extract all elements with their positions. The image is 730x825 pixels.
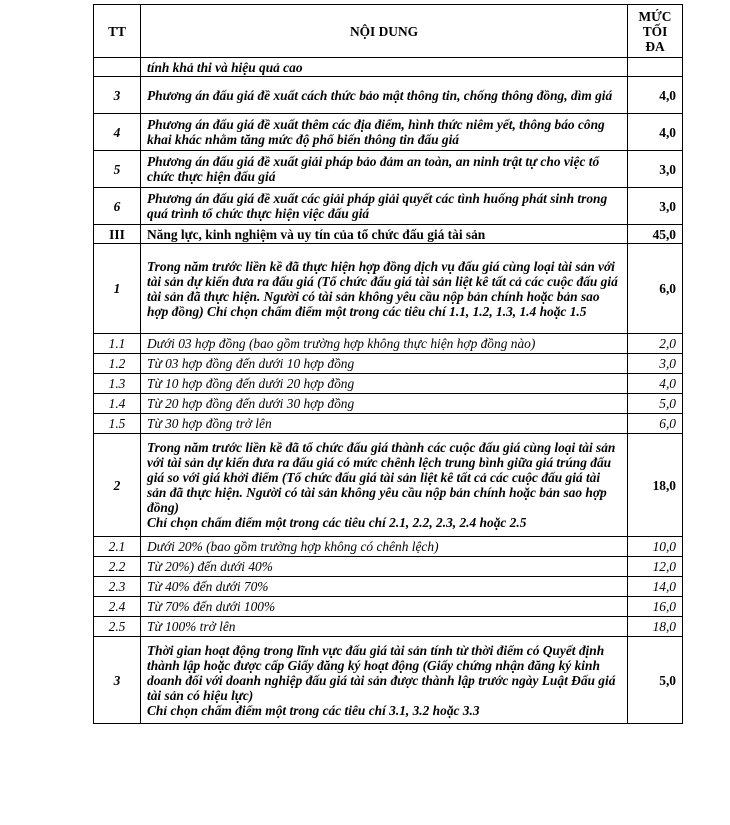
row-score: 10,0: [628, 537, 683, 557]
row-tt: 1.3: [94, 374, 141, 394]
table-row: [94, 334, 683, 354]
header-max-line1: MỨC: [638, 8, 672, 24]
table-row-section: [94, 225, 683, 244]
row-score: 18,0: [628, 434, 683, 537]
row-tt: 1: [94, 244, 141, 334]
row-tt: 2.1: [94, 537, 141, 557]
row-content-main: Thời gian hoạt động trong lĩnh vực đấu giá tài sản tính từ thời điểm có Quyết định thành lập hoặc được cấp Giấy đăng ký hoạt động (Giấy chứng nhận đăng ký kinh doanh đối với doanh nghiệp đấu giá tài sản được thành lập trước ngày Luật Đấu giá tài sản có hiệu lực): [147, 642, 616, 703]
row-score: 45,0: [628, 225, 683, 244]
row-tt: 1.1: [94, 334, 141, 354]
row-score: 18,0: [628, 617, 683, 637]
header-content: NỘI DUNG: [141, 5, 628, 58]
row-tt: 2.4: [94, 597, 141, 617]
row-content: Từ 03 hợp đồng đến dưới 10 hợp đồng: [141, 354, 628, 374]
table-row: [94, 597, 683, 617]
row-tt: 2.5: [94, 617, 141, 637]
row-content: Phương án đấu giá đề xuất giải pháp bảo đảm an toàn, an ninh trật tự cho việc tổ chức thực hiện đấu giá: [141, 151, 628, 188]
row-tt: [94, 58, 141, 77]
row-score: 16,0: [628, 597, 683, 617]
row-content: Từ 20 hợp đồng đến dưới 30 hợp đồng: [141, 394, 628, 414]
row-content: Từ 30 hợp đồng trở lên: [141, 414, 628, 434]
table-row: [94, 77, 683, 114]
table-row: [94, 354, 683, 374]
row-content: Phương án đấu giá đề xuất thêm các địa điểm, hình thức niêm yết, thông báo công khai khác nhằm tăng mức độ phổ biến thông tin đấu giá: [141, 114, 628, 151]
table-row: [94, 617, 683, 637]
row-score: 4,0: [628, 77, 683, 114]
row-tt: 1.5: [94, 414, 141, 434]
row-content: Từ 70% đến dưới 100%: [141, 597, 628, 617]
table-row: [94, 537, 683, 557]
header-max-line2: TỐI ĐA: [642, 23, 668, 54]
table-row: [94, 394, 683, 414]
row-content: Phương án đấu giá đề xuất các giải pháp giải quyết các tình huống phát sinh trong quá trình tổ chức thực hiện việc đấu giá: [141, 188, 628, 225]
row-score: 14,0: [628, 577, 683, 597]
row-tt: 1.4: [94, 394, 141, 414]
table-row: [94, 244, 683, 334]
row-score: 6,0: [628, 244, 683, 334]
row-tt: 1.2: [94, 354, 141, 374]
row-content: [141, 434, 628, 537]
row-content: Từ 10 hợp đồng đến dưới 20 hợp đồng: [141, 374, 628, 394]
row-content-main: Trong năm trước liền kề đã tổ chức đấu giá thành các cuộc đấu giá cùng loại tài sản với tài sản dự kiến đưa ra đấu giá có mức chênh lệch trung bình giữa giá trúng đấu giá so với giá khởi điểm (Tổ chức đấu giá tài sản liệt kê tất cả các cuộc đấu giá tài sản đã thực hiện. Người có tài sản không yêu cầu nộp bản chính hoặc bản sao hợp đồng): [147, 440, 616, 515]
row-score: [628, 58, 683, 77]
row-score: 12,0: [628, 557, 683, 577]
row-score: 4,0: [628, 114, 683, 151]
row-content: Dưới 03 hợp đồng (bao gồm trường hợp không thực hiện hợp đồng nào): [141, 334, 628, 354]
scoring-table: [93, 4, 683, 724]
table-row: [94, 151, 683, 188]
table-row: [94, 58, 683, 77]
header-max: [628, 5, 683, 58]
row-tt: 3: [94, 637, 141, 724]
row-score: 3,0: [628, 188, 683, 225]
row-content: Năng lực, kinh nghiệm và uy tín của tổ chức đấu giá tài sản: [141, 225, 628, 244]
table-row: [94, 557, 683, 577]
row-content: Trong năm trước liền kề đã thực hiện hợp đồng dịch vụ đấu giá cùng loại tài sản với tài sản dự kiến đưa ra đấu giá (Tổ chức đấu giá tài sản liệt kê tất cả các cuộc đấu giá tài sản đã thực hiện. Người có tài sản không yêu cầu nộp bản chính hoặc bản sao hợp đồng) Chỉ chọn chấm điểm một trong các tiêu chí 1.1, 1.2, 1.3, 1.4 hoặc 1.5: [141, 244, 628, 334]
row-tt: 2.2: [94, 557, 141, 577]
row-content: Từ 20%) đến dưới 40%: [141, 557, 628, 577]
row-tt: 4: [94, 114, 141, 151]
row-tt: 2.3: [94, 577, 141, 597]
row-tt: III: [94, 225, 141, 244]
row-content: Dưới 20% (bao gồm trường hợp không có chênh lệch): [141, 537, 628, 557]
row-content: tính khả thi và hiệu quả cao: [141, 58, 628, 77]
row-score: 3,0: [628, 354, 683, 374]
table-row: [94, 374, 683, 394]
row-score: 2,0: [628, 334, 683, 354]
row-content: Phương án đấu giá đề xuất cách thức bảo mật thông tin, chống thông đồng, dìm giá: [141, 77, 628, 114]
row-tt: 2: [94, 434, 141, 537]
table-row: [94, 434, 683, 537]
row-tt: 3: [94, 77, 141, 114]
table-row: [94, 414, 683, 434]
row-content-note: Chỉ chọn chấm điểm một trong các tiêu chí 3.1, 3.2 hoặc 3.3: [147, 702, 480, 718]
row-content: [141, 637, 628, 724]
row-tt: 6: [94, 188, 141, 225]
table-row: [94, 577, 683, 597]
table-row: [94, 188, 683, 225]
row-score: 4,0: [628, 374, 683, 394]
table-row: [94, 637, 683, 724]
row-score: 6,0: [628, 414, 683, 434]
row-score: 5,0: [628, 394, 683, 414]
row-tt: 5: [94, 151, 141, 188]
table-row: [94, 114, 683, 151]
header-tt: TT: [94, 5, 141, 58]
row-content: Từ 100% trở lên: [141, 617, 628, 637]
row-content: Từ 40% đến dưới 70%: [141, 577, 628, 597]
row-content-note: Chỉ chọn chấm điểm một trong các tiêu chí 2.1, 2.2, 2.3, 2.4 hoặc 2.5: [147, 515, 527, 530]
row-score: 5,0: [628, 637, 683, 724]
row-score: 3,0: [628, 151, 683, 188]
